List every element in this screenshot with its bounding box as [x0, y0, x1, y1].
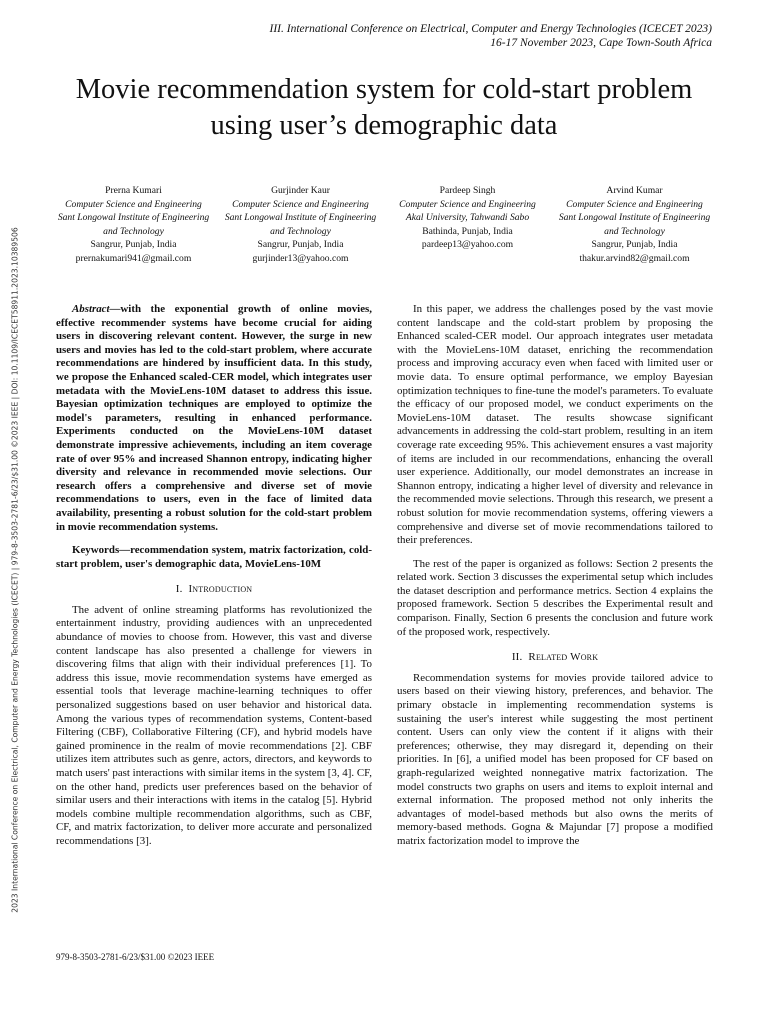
related-work-paragraph: Recommendation systems for movies provide tailored advice to users based on their viewing history, preferences, and behavior. The primary obstacle in implementing recommendation systems is sustaining the user's interest while suggesting the most pertinent content. Users can only view the content if it aligns with their preferences; otherwise, they may disregard it, depending on their priorities. In [6], a unified model has been proposed for CF based on graph-regularized weighted nonnegative matrix factorization. The model constructs two graphs on users and items to exploit internal and external information. The proposed method not only inherits the advantages of model-based methods but also owns the merits of memory-based methods. Gogna & Majundar [7] propose a modified matrix factorization model to improve the [397, 671, 713, 847]
title-line-1: Movie recommendation system for cold-start problem [75, 74, 693, 105]
author-email: thakur.arvind82@gmail.com [579, 252, 690, 264]
paper-title [40, 72, 728, 144]
author-name: Prerna Kumari [105, 185, 162, 196]
doi-sidebar-text: 2023 International Conference on Electrical, Computer and Energy Technologies (ICECET) | 979-8-3503-2781-6/23/$31.00 ©2023 IEEE | DOI: 10.1109/ICECET58911.2023.10389506 [10, 227, 20, 913]
author-dept: Computer Science and Engineering [232, 198, 369, 210]
section-title: Related Work [528, 651, 599, 664]
abstract [56, 303, 372, 534]
conference-date-location: 16-17 November 2023, Cape Town-South Africa [490, 37, 712, 49]
author-name: Gurjinder Kaur [271, 185, 330, 196]
introduction-paragraph: The advent of online streaming platforms has revolutionized the entertainment industry, providing audiences with an unprecedented abundance of movies to choose from. However, this vast and diverse content landscape has also presented a challenge for viewers in discovering films that align with their individual preferences [1]. To address this issue, movie recommendation systems have emerged as essential tools that leverage machine-learning techniques to offer personalized suggestions based on user behavior and historical data. Among the various types of recommendation systems, Content-based Filtering (CBF), Collaborative Filtering (CF), and hybrid models have gained prominence in the realm of movie recommendations [2]. CBF utilizes item attributes such as genre, actors, directors, and keywords to match users' past interactions with similar items in the system [3, 4]. CF, on the other hand, predicts user preferences based on the behavior of similar users and their interactions with items in the catalog [5]. Hybrid models combine multiple recommendation algorithms, such as CBF, CF, and matrix factorization, to deliver more accurate and personalized recommendations [3]. [56, 603, 372, 847]
author-loc: Sangrur, Punjab, India [90, 239, 177, 250]
title-line-2: using user’s demographic data [210, 110, 558, 141]
author-loc: Sangrur, Punjab, India [591, 239, 678, 250]
author-email: gurjinder13@yahoo.com [252, 252, 349, 264]
author-dept: Computer Science and Engineering [65, 198, 202, 210]
abstract-label: Abstract [72, 303, 110, 315]
conference-header [270, 22, 712, 50]
author-inst: Akal University, Tahwandi Sabo [405, 212, 530, 223]
intro-paragraph-3: The rest of the paper is organized as follows: Section 2 presents the related work. Section 3 discusses the experimental setup which includes the dataset description and performance metrics. Section 4 explains the proposed framework. Section 5 describes the Experimental result and comparison. Finally, Section 6 presents the conclusion and future work of the proposed work, respectively. [397, 557, 713, 638]
author-name: Pardeep Singh [439, 185, 496, 196]
section-heading-introduction [56, 583, 372, 597]
author-email: prernakumari941@gmail.com [75, 252, 192, 264]
doi-sidebar [8, 190, 22, 950]
author-2 [217, 184, 384, 265]
conference-name: III. International Conference on Electrical, Computer and Energy Technologies (ICECET 2023) [269, 23, 712, 35]
section-number: I. [175, 583, 183, 596]
right-column [397, 303, 713, 849]
author-block [50, 184, 718, 265]
abstract-text: —with the exponential growth of online movies, effective recommender systems have become crucial for aiding users in discovering relevant content. However, the surge in new users and movies has led to the cold-start problem, where accurate recommendations are hindered by insufficient data. In this study, we propose the Enhanced scaled-CER model, which integrates user metadata with the MovieLens-10M dataset to address this issue. Bayesian optimization techniques are employed to optimize the model's parameters, resulting in enhanced performance. Experiments conducted on the MovieLens-10M dataset demonstrate impressive achievements, including an item coverage rate of over 95% and increased Shannon entropy, indicating higher diversity and relevance in recommended movie selections. Our research offers a comprehensive and diverse set of movie recommendations to users, even in the face of limited data availability, presenting a robust solution for the cold-start problem in movie recommendation systems. [56, 303, 372, 533]
author-name: Arvind Kumar [606, 185, 663, 196]
section-title: Introduction [188, 583, 253, 596]
author-dept: Computer Science and Engineering [566, 198, 703, 210]
left-column [56, 303, 372, 849]
author-loc: Sangrur, Punjab, India [257, 239, 344, 250]
section-number: II. [511, 651, 523, 664]
author-loc: Bathinda, Punjab, India [422, 225, 513, 237]
author-email: pardeep13@yahoo.com [421, 239, 514, 250]
author-3 [384, 184, 551, 265]
author-4 [551, 184, 718, 265]
section-heading-related-work [397, 651, 713, 665]
author-inst: Sant Longowal Institute of Engineering and Technology [558, 212, 711, 237]
copyright-footer: 979-8-3503-2781-6/23/$31.00 ©2023 IEEE [56, 952, 215, 962]
author-dept: Computer Science and Engineering [399, 198, 536, 210]
keywords: Keywords—recommendation system, matrix factorization, cold-start problem, user's demographic data, MovieLens-10M [56, 544, 372, 570]
author-inst: Sant Longowal Institute of Engineering and Technology [224, 212, 377, 237]
author-inst: Sant Longowal Institute of Engineering and Technology [57, 212, 210, 237]
author-1 [50, 184, 217, 265]
intro-paragraph-2: In this paper, we address the challenges posed by the vast movie content landscape and the cold-start problem by proposing the Enhanced scaled-CER model. Our approach integrates user metadata with the MovieLens-10M dataset, enriching the recommendation process and improving accuracy even when faced with limited user or movie data. To ensure optimal performance, we employ Bayesian optimization techniques to fine-tune the model's parameters. To evaluate the efficacy of our proposed model, we conduct experiments on the MovieLens-10M dataset. The results showcase significant advancements in addressing the cold-start problem, resulting in an item coverage rate exceeding 95%. This achievement ensures a vast majority of items are included in our recommendations, enhancing the overall user experience. Additionally, our model demonstrates an increase in Shannon entropy, indicating a higher level of diversity and relevance in the recommended movie selections. Through this research, we present a robust solution for movie recommendation systems, offering viewers a comprehensive and diverse set of movie recommendations tailored to their preferences. [397, 303, 713, 547]
